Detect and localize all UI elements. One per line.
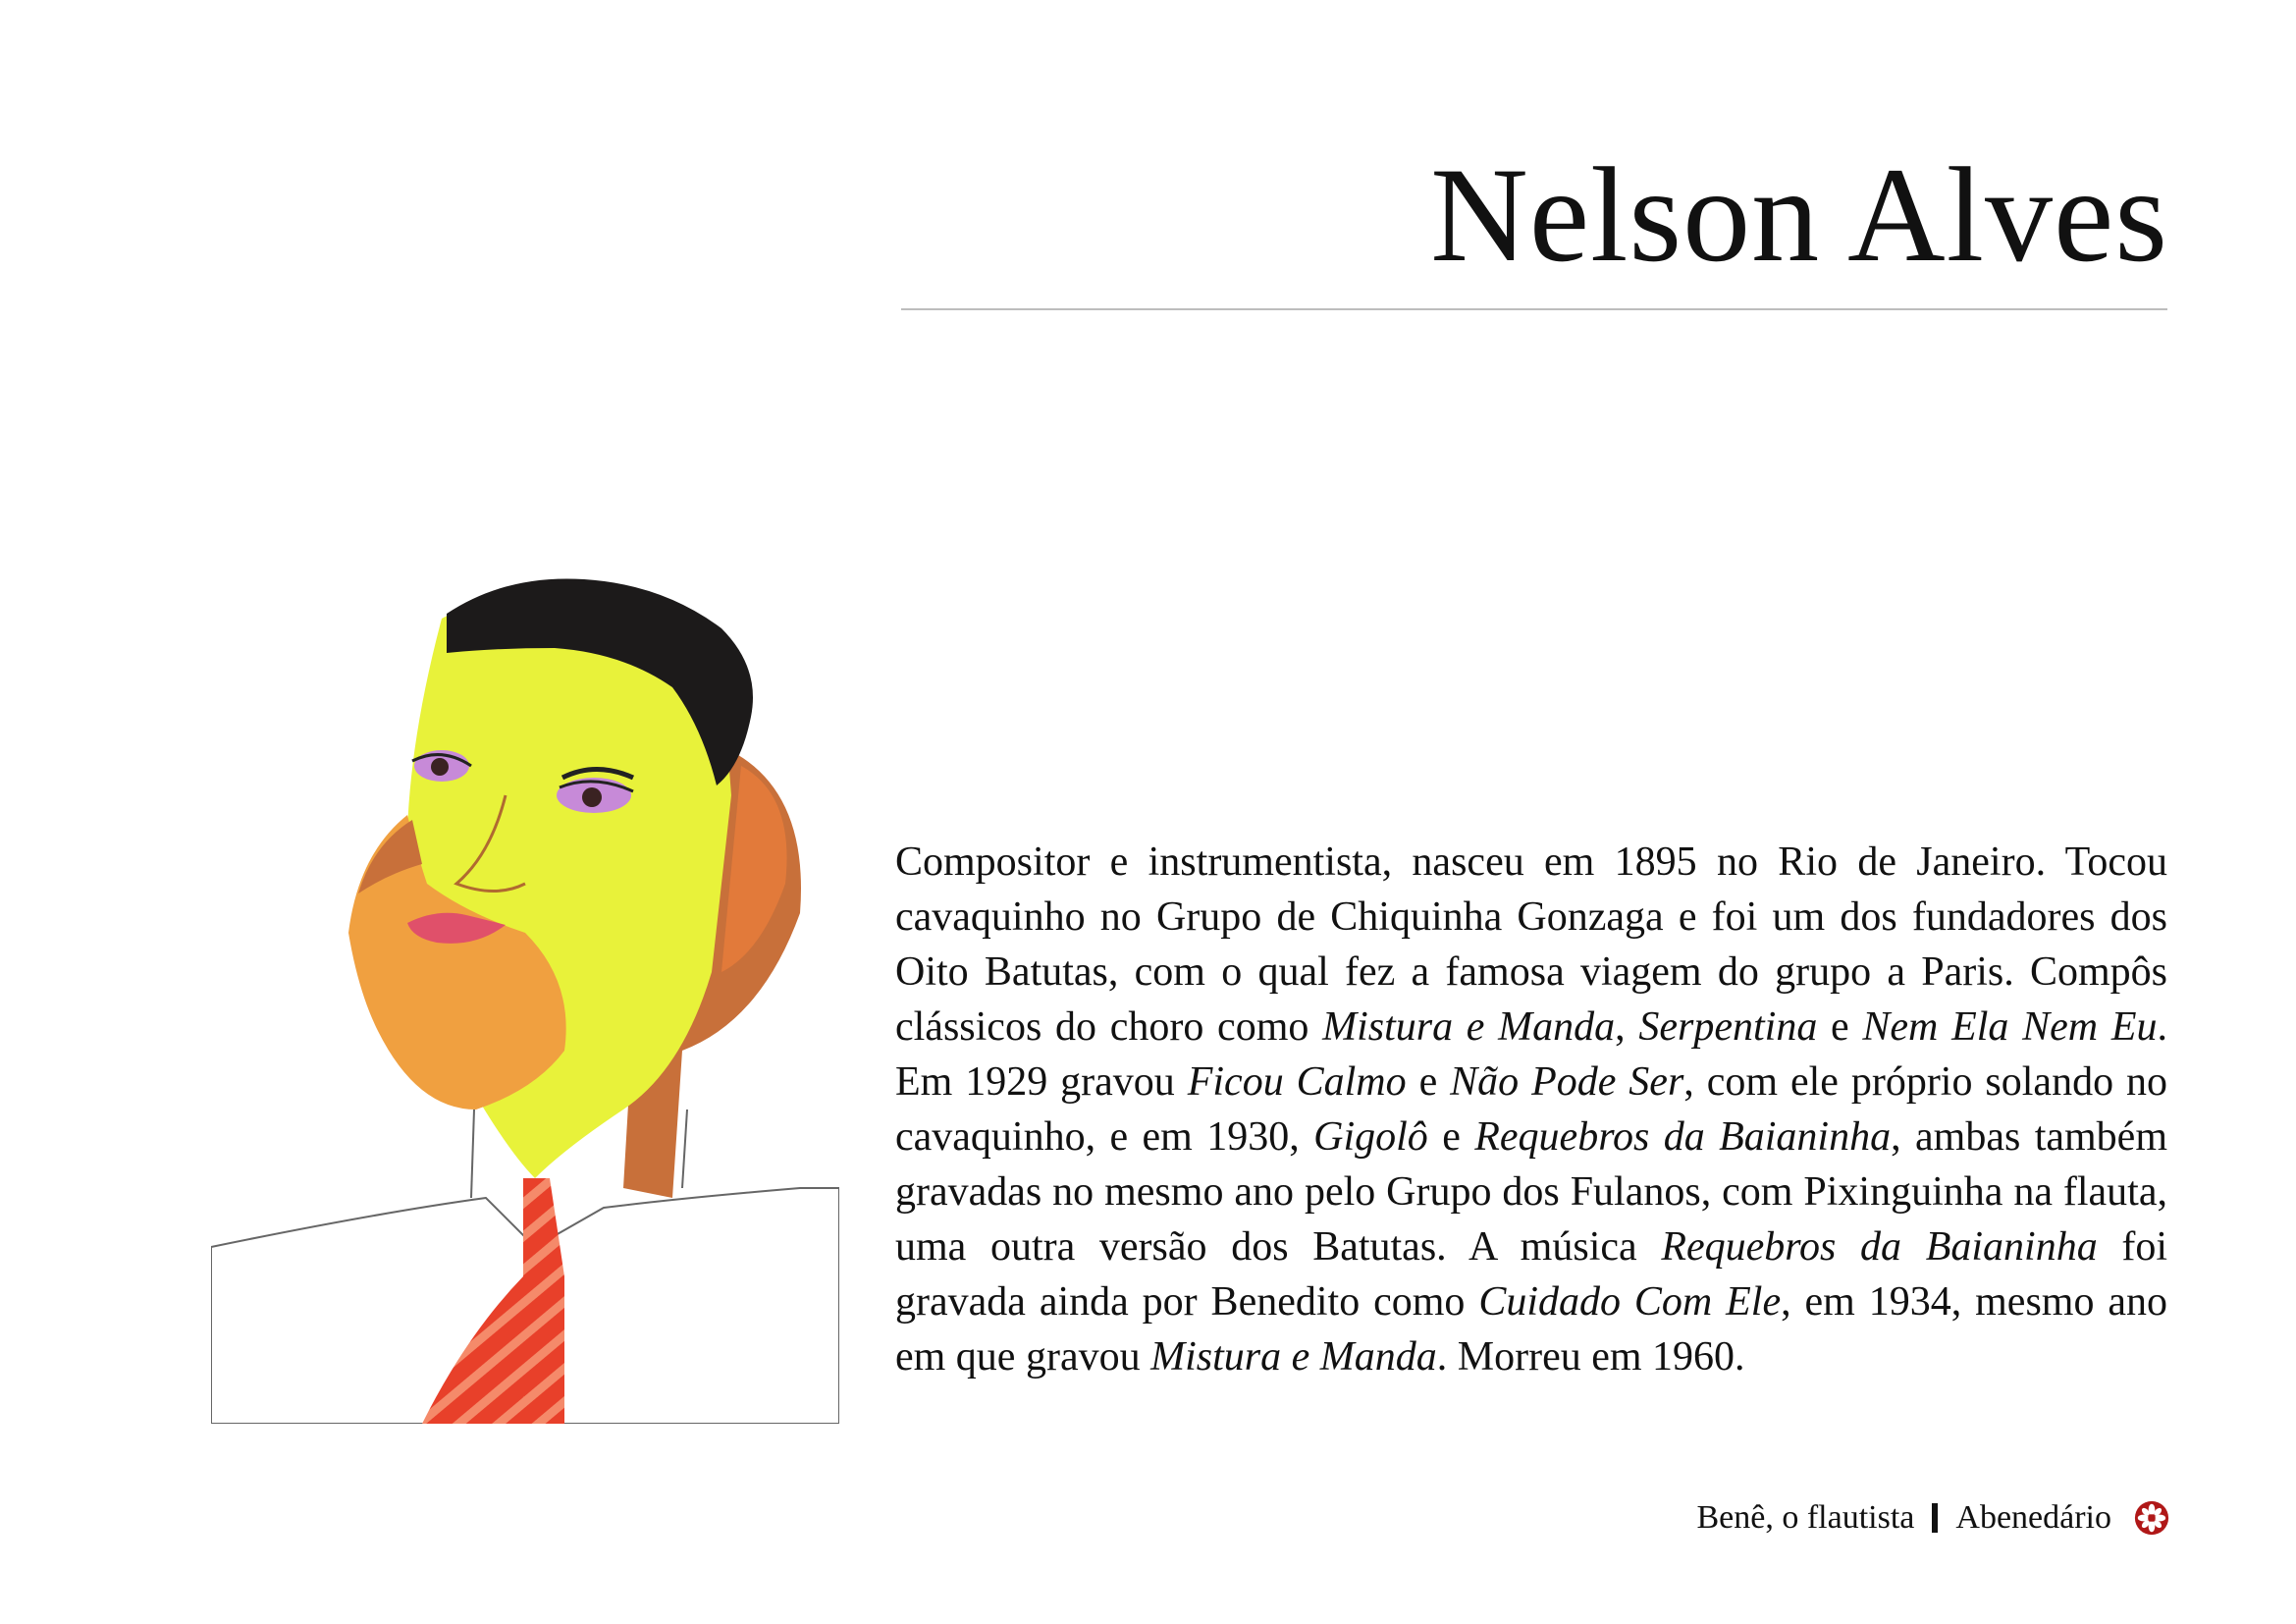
song-title: Requebros da Baianinha [1474, 1114, 1892, 1160]
flower-icon [2133, 1499, 2170, 1537]
song-title: Cuidado Com Ele [1478, 1279, 1782, 1325]
bio-text-run: , ambas também gravadas no mesmo ano pelo Grupo dos Fulanos, com Pixinguinha na flauta, uma outra versão dos Batutas. A música [895, 1114, 2167, 1270]
song-title: Mistura e Manda [1150, 1334, 1437, 1380]
bio-text-run: e [1427, 1114, 1475, 1160]
bio-text-run: foi gravada ainda por Benedito como [895, 1224, 2167, 1325]
song-title: Serpentina [1638, 1004, 1818, 1050]
bio-text-run: . Em 1929 gravou [895, 1004, 2167, 1105]
song-title: Nem Ela Nem Eu [1862, 1004, 2158, 1050]
page-footer [1697, 1499, 2171, 1537]
bio-text-run: , com ele próprio solando no cavaquinho, e em 1930, [895, 1059, 2167, 1160]
footer-separator [1932, 1503, 1938, 1533]
bio-text-run: , [1615, 1004, 1639, 1050]
section-name: Abenedário [1955, 1499, 2111, 1536]
song-title: Mistura e Manda [1322, 1004, 1616, 1050]
bio-text-run: e [1406, 1059, 1451, 1105]
bio-text-run: e [1817, 1004, 1863, 1050]
page-title: Nelson Alves [1430, 139, 2168, 290]
song-title: Ficou Calmo [1187, 1059, 1407, 1105]
book-title: Benê, o flautista [1696, 1499, 1915, 1536]
bio-text-run: , em 1934, mesmo ano em que gravou [895, 1279, 2168, 1380]
caricature-portrait [211, 560, 839, 1424]
song-title: Não Pode Ser [1450, 1059, 1684, 1105]
song-title: Requebros da Baianinha [1661, 1224, 2098, 1270]
bio-text-run: . Morreu em 1960. [1436, 1334, 1745, 1380]
bio-text-run: Compositor e instrumentista, nasceu em 1895 no Rio de Janeiro. Tocou cavaquinho no Grupo de Chiquinha Gonzaga e foi um dos fundadores dos Oito Batutas, com o qual fez a famosa viagem do grupo a Paris. Compôs clássicos do choro como [895, 839, 2167, 1050]
title-divider [901, 308, 2167, 310]
song-title: Gigolô [1313, 1114, 1428, 1160]
biography-text [895, 835, 2167, 1384]
